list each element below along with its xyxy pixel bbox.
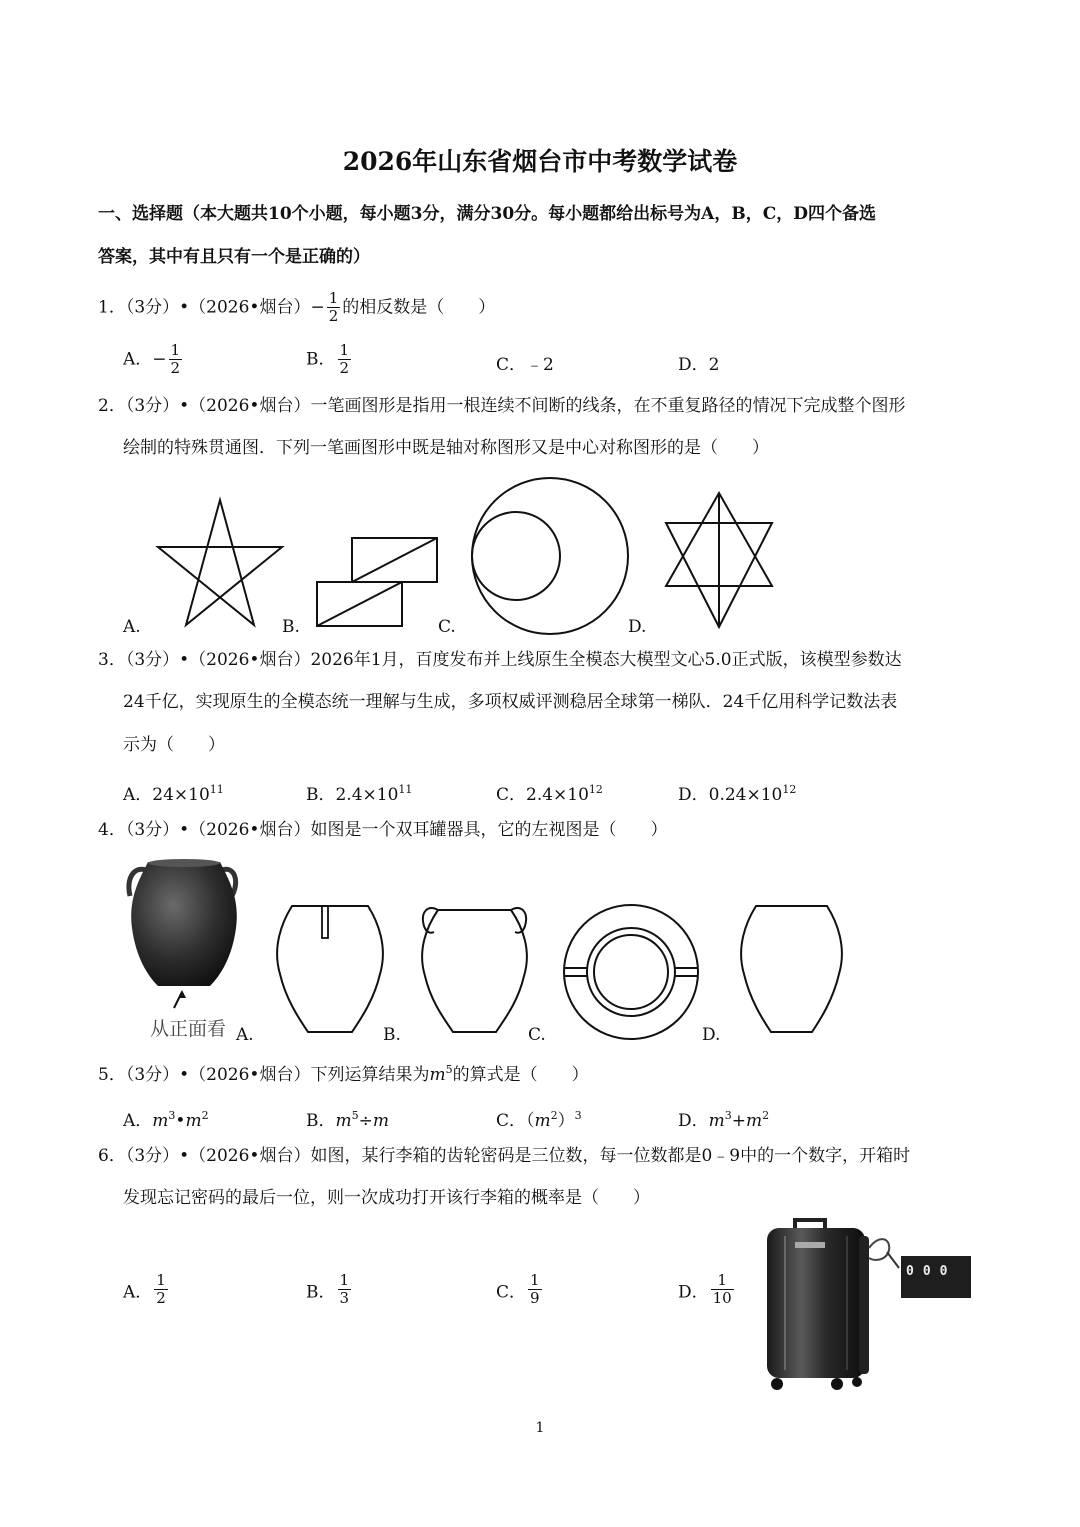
option-label: C． — [496, 1282, 527, 1303]
question-5 — [98, 1064, 589, 1084]
q4-label-c: C. — [528, 1025, 546, 1045]
option-operator: ÷ — [358, 1111, 373, 1131]
question-1 — [98, 290, 495, 326]
q4-label-d: D. — [702, 1025, 721, 1045]
option-fraction — [528, 1272, 542, 1308]
option-label: C．（ — [496, 1111, 535, 1131]
option-exponent: 12 — [588, 783, 603, 796]
page-number: 1 — [535, 1420, 545, 1436]
q6-option-c — [496, 1272, 544, 1308]
q6-option-d — [678, 1272, 736, 1308]
q1-option-b — [306, 342, 353, 378]
option-operator: + — [731, 1111, 747, 1131]
page-title: 2026年山东省烟台市中考数学试卷 — [342, 147, 738, 176]
question-5-prefix: 5．（3分）•（2026•烟台）下列运算结果为 — [98, 1065, 430, 1085]
q1-option-c: C．﹣2 — [496, 355, 554, 375]
q2-label-c: C. — [438, 617, 456, 637]
fraction-numerator: 1 — [170, 341, 181, 359]
section-header-line1: 一、选择题（本大题共10个小题，每小题3分，满分30分。每小题都给出标号为A，B，C，D四个备选 — [98, 204, 876, 224]
option-fraction — [169, 342, 183, 378]
fraction-numerator: 1 — [339, 1271, 350, 1289]
option-sign: − — [152, 349, 167, 370]
option-exponent: 2 — [550, 1109, 558, 1122]
question-6-line2: 发现忘记密码的最后一位，则一次成功打开该行李箱的概率是（ ） — [123, 1188, 650, 1208]
option-operator: • — [175, 1111, 186, 1131]
question-2-line2: 绘制的特殊贯通图．下列一笔画图形中既是轴对称图形又是中心对称图形的是（ ） — [123, 438, 769, 458]
option-outer-exponent: 3 — [574, 1109, 582, 1122]
lock-digit: 0 — [906, 1264, 923, 1279]
option-base: D．0.24×10 — [678, 785, 783, 805]
circles-figure-c — [468, 474, 632, 638]
option-variable: m — [185, 1111, 202, 1131]
fraction-numerator: 1 — [717, 1271, 727, 1289]
question-6-line1: 6．（3分）•（2026•烟台）如图，某行李箱的齿轮密码是三位数，每一位数都是0﹣9中的一个数字，开箱时 — [98, 1146, 911, 1166]
option-exponent: 2 — [762, 1109, 770, 1122]
q4-label-b: B. — [383, 1025, 401, 1045]
q5-option-a — [123, 1106, 209, 1131]
q1-option-d: D．2 — [678, 355, 720, 375]
vase-figure-a — [270, 902, 390, 1037]
option-exponent: 11 — [209, 783, 224, 796]
q5-option-c — [496, 1106, 582, 1131]
lock-digit: 0 — [922, 1264, 940, 1279]
option-variable: m — [335, 1111, 352, 1131]
fraction-numerator: 1 — [156, 1271, 166, 1289]
option-base: B．2.4×10 — [306, 785, 399, 805]
option-label: A． — [123, 1282, 153, 1303]
vase-figure-d — [734, 902, 849, 1037]
q5-option-d — [678, 1106, 769, 1131]
option-fraction — [154, 1272, 168, 1308]
fraction-denominator: 2 — [156, 1289, 166, 1308]
lock-digit: 0 — [939, 1264, 957, 1279]
option-label: D． — [678, 1111, 709, 1131]
jar-photo — [124, 858, 244, 1038]
option-variable: m — [372, 1111, 389, 1131]
option-label: B． — [306, 1111, 336, 1131]
option-exponent: 3 — [724, 1109, 732, 1122]
question-1-suffix: 的相反数是（ ） — [342, 297, 496, 318]
top-view-figure-c — [561, 902, 701, 1042]
option-label: A． — [123, 349, 153, 370]
question-1-minus: − — [310, 297, 325, 318]
q3-option-c — [496, 780, 603, 805]
q4-label-a: A. — [236, 1025, 254, 1045]
star-figure-a — [150, 495, 290, 635]
question-4-line1: 4．（3分）•（2026•烟台）如图是一个双耳罐器具，它的左视图是（ ） — [98, 820, 668, 840]
hexagram-figure-d — [658, 490, 780, 630]
section-header-line2: 答案，其中有且只有一个是正确的） — [98, 247, 370, 267]
fraction-denominator: 10 — [712, 1289, 732, 1308]
option-label: A． — [123, 1111, 153, 1131]
option-exponent: 3 — [168, 1109, 176, 1122]
option-variable: m — [746, 1111, 763, 1131]
rectangles-figure-b — [312, 534, 442, 634]
option-label: B． — [306, 1282, 336, 1303]
fraction-numerator: 1 — [530, 1271, 540, 1289]
question-5-exponent: 5 — [445, 1063, 453, 1076]
question-5-variable: m — [429, 1065, 446, 1085]
jar-caption: 从正面看 — [150, 1018, 227, 1040]
question-5-suffix: 的算式是（ ） — [452, 1065, 589, 1085]
fraction-denominator: 2 — [170, 359, 181, 378]
option-exponent: 12 — [782, 783, 797, 796]
q3-option-a — [123, 780, 224, 805]
lock-digits — [906, 1264, 956, 1279]
option-fraction — [711, 1272, 734, 1308]
option-exponent: 2 — [201, 1109, 209, 1122]
option-fraction — [338, 342, 352, 378]
fraction-numerator: 1 — [339, 341, 350, 359]
fraction-denominator: 2 — [339, 359, 350, 378]
q3-option-b — [306, 780, 412, 805]
fraction-numerator: 1 — [328, 289, 339, 307]
question-3-line1: 3．（3分）•（2026•烟台）2026年1月，百度发布并上线原生全模态大模型文心5.0正式版，该模型参数达 — [98, 650, 902, 670]
option-base: A．24×10 — [123, 785, 210, 805]
q3-option-d — [678, 780, 796, 805]
question-1-fraction — [327, 290, 341, 326]
q2-label-a: A. — [123, 617, 141, 637]
q2-label-d: D. — [628, 617, 647, 637]
q6-option-b — [306, 1272, 353, 1308]
option-variable: m — [708, 1111, 725, 1131]
fraction-denominator: 3 — [339, 1289, 350, 1308]
option-variable: m — [152, 1111, 169, 1131]
option-label: D． — [678, 1282, 709, 1303]
question-3-line3: 示为（ ） — [123, 735, 225, 755]
fraction-denominator: 2 — [328, 307, 339, 326]
option-label: B． — [306, 349, 336, 370]
vase-figure-b — [412, 902, 537, 1037]
q5-option-b — [306, 1106, 389, 1131]
q6-option-a — [123, 1272, 170, 1308]
question-1-prefix: 1．（3分）•（2026•烟台） — [98, 297, 311, 318]
option-exponent: 11 — [398, 783, 413, 796]
question-2-line1: 2．（3分）•（2026•烟台）一笔画图形是指用一根连续不间断的线条，在不重复路径的情况下完成整个图形 — [98, 396, 906, 416]
option-fraction — [338, 1272, 352, 1308]
option-variable: m — [534, 1111, 551, 1131]
q2-label-b: B. — [282, 617, 300, 637]
question-3-line2: 24千亿，实现原生的全模态统一理解与生成，多项权威评测稳居全球第一梯队．24千亿用科学记数法表 — [123, 692, 898, 712]
option-exponent: 5 — [351, 1109, 359, 1122]
option-base: C．2.4×10 — [496, 785, 589, 805]
option-paren: ） — [557, 1111, 575, 1131]
q1-option-a — [123, 342, 184, 378]
luggage-photo — [755, 1218, 980, 1393]
fraction-denominator: 9 — [530, 1289, 540, 1308]
